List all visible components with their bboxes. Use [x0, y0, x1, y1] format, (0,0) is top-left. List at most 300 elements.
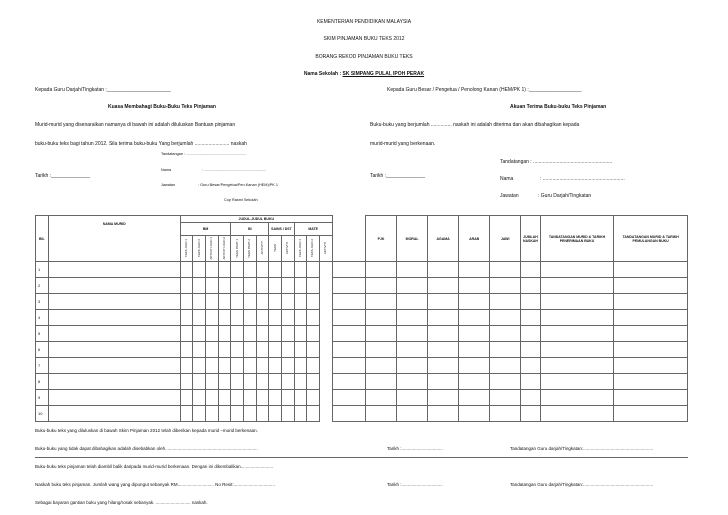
table-cell[interactable] — [244, 390, 257, 406]
table-cell[interactable] — [490, 310, 521, 326]
table-cell[interactable] — [281, 358, 294, 374]
table-cell[interactable] — [256, 326, 269, 342]
table-cell[interactable] — [540, 374, 614, 390]
table-cell[interactable] — [397, 294, 428, 310]
table-cell[interactable] — [397, 278, 428, 294]
table-cell[interactable] — [206, 294, 219, 310]
table-row — [36, 342, 688, 358]
table-cell[interactable] — [244, 358, 257, 374]
table-cell[interactable] — [256, 342, 269, 358]
footer-divider — [35, 457, 688, 458]
table-cell[interactable] — [307, 262, 320, 278]
table-cell[interactable] — [256, 278, 269, 294]
table-cell[interactable] — [459, 358, 490, 374]
form-title: BORANG REKOD PINJAMAN BUKU TEKS — [315, 54, 413, 60]
table-cell[interactable] — [244, 310, 257, 326]
table-cell[interactable] — [428, 326, 459, 342]
table-cell[interactable] — [244, 326, 257, 342]
table-cell[interactable] — [332, 374, 365, 390]
table-cell[interactable] — [366, 278, 397, 294]
table-cell[interactable] — [332, 294, 365, 310]
table-cell[interactable] — [206, 310, 219, 326]
table-cell[interactable] — [428, 278, 459, 294]
table-cell[interactable] — [281, 342, 294, 358]
table-cell[interactable] — [269, 358, 282, 374]
table-cell[interactable] — [459, 310, 490, 326]
table-cell[interactable] — [521, 294, 541, 310]
sub-bm-4: AKTIVITI JILID 2 — [218, 236, 231, 262]
right-tandatangan: Tandatangan : ......................................................... — [500, 159, 613, 165]
table-cell[interactable] — [231, 310, 244, 326]
footer-line4: Naskah buku teks pinjaman. Jumlah wang yang dipungut sebanyak RM............................. No Resit:................................. — [35, 482, 275, 487]
table-cell[interactable] — [180, 374, 193, 390]
table-cell[interactable] — [294, 358, 307, 374]
right-tarikh: Tarikh :______________ — [370, 173, 426, 179]
table-cell[interactable] — [490, 342, 521, 358]
table-cell[interactable] — [332, 342, 365, 358]
table-cell[interactable] — [397, 406, 428, 422]
table-cell[interactable] — [193, 358, 206, 374]
table-cell[interactable] — [521, 278, 541, 294]
table-cell[interactable] — [218, 326, 231, 342]
table-cell[interactable] — [366, 310, 397, 326]
table-cell[interactable] — [256, 310, 269, 326]
table-cell[interactable] — [269, 390, 282, 406]
table-cell[interactable] — [281, 374, 294, 390]
table-cell[interactable] — [521, 374, 541, 390]
loan-record-table — [35, 215, 688, 422]
footer-line4-sign: Tandatangan Guru darjah/Tingkatan:........................................................ — [510, 482, 654, 487]
left-para1: Murid-murid yang disenaraikan namanya di bawah ini adalah diluluskan Bantuan pinjaman — [35, 122, 236, 128]
table-cell[interactable] — [218, 310, 231, 326]
table-cell[interactable] — [521, 326, 541, 342]
table-cell[interactable] — [332, 278, 365, 294]
ministry-title: KEMENTERIAN PENDIDIKAN MALAYSIA — [316, 19, 412, 25]
right-title: Akuan Terima Buku-buku Teks Pinjaman — [510, 104, 607, 110]
table-cell[interactable] — [332, 390, 365, 406]
left-jawatan-label: Jawatan — [161, 183, 176, 187]
left-para2: buku-buku teks bagi tahun 2012. Sila terima buku-buku Yang berjumlah ......................... naskah — [35, 141, 247, 147]
table-cell[interactable] — [614, 278, 688, 294]
table-cell[interactable] — [269, 310, 282, 326]
table-cell[interactable] — [614, 326, 688, 342]
table-cell[interactable] — [206, 374, 219, 390]
table-cell[interactable] — [307, 390, 320, 406]
footer-line2-tarikh: Tarikh :................................. — [387, 446, 443, 451]
left-nama-value: : ........................................................... — [202, 168, 267, 172]
table-cell[interactable] — [180, 358, 193, 374]
table-cell[interactable] — [231, 294, 244, 310]
table-cell[interactable] — [244, 294, 257, 310]
table-cell[interactable] — [48, 294, 180, 310]
row-number: 1 — [36, 262, 49, 278]
table-cell[interactable] — [521, 390, 541, 406]
table-cell[interactable] — [521, 358, 541, 374]
right-nama-label: Nama — [500, 176, 514, 182]
table-cell[interactable] — [231, 342, 244, 358]
table-cell[interactable] — [540, 262, 614, 278]
col-agama: AGAMA — [428, 216, 459, 262]
table-cell[interactable] — [540, 326, 614, 342]
table-cell[interactable] — [307, 342, 320, 358]
blank-cell — [319, 358, 332, 374]
table-cell[interactable] — [614, 374, 688, 390]
table-cell[interactable] — [281, 262, 294, 278]
table-cell[interactable] — [490, 294, 521, 310]
table-cell[interactable] — [269, 278, 282, 294]
table-body — [36, 262, 688, 422]
table-cell[interactable] — [307, 358, 320, 374]
table-cell[interactable] — [614, 390, 688, 406]
table-cell[interactable] — [193, 262, 206, 278]
table-cell[interactable] — [428, 406, 459, 422]
table-cell[interactable] — [332, 358, 365, 374]
right-nama-value: : ........................................................... — [540, 176, 625, 182]
right-to: Kepada Guru Besar / Pengetua / Penolong Kanan (HEM/PK 1) :___________________ — [387, 87, 582, 93]
table-cell[interactable] — [307, 294, 320, 310]
table-cell[interactable] — [307, 326, 320, 342]
table-cell[interactable] — [540, 294, 614, 310]
sub-sains-2: AKTIVITI — [281, 236, 294, 262]
left-nama-label: Nama — [161, 168, 172, 172]
left-jawatan-value: : Guru Besar/Pengetua/Pen.Kanan (HEM)/PK 1 — [198, 183, 278, 187]
table-cell[interactable] — [307, 406, 320, 422]
table-cell[interactable] — [281, 294, 294, 310]
table-cell[interactable] — [256, 406, 269, 422]
table-cell[interactable] — [193, 278, 206, 294]
table-cell[interactable] — [366, 262, 397, 278]
sub-bm-1: TEKS JILID 1 — [180, 236, 193, 262]
table-cell[interactable] — [490, 262, 521, 278]
table-cell[interactable] — [244, 278, 257, 294]
table-cell[interactable] — [521, 342, 541, 358]
table-cell[interactable] — [294, 294, 307, 310]
row-number: 5 — [36, 326, 49, 342]
table-cell[interactable] — [521, 310, 541, 326]
table-cell[interactable] — [193, 406, 206, 422]
table-cell[interactable] — [294, 374, 307, 390]
table-cell[interactable] — [614, 342, 688, 358]
table-cell[interactable] — [540, 278, 614, 294]
table-cell[interactable] — [428, 390, 459, 406]
table-cell[interactable] — [294, 342, 307, 358]
table-cell[interactable] — [48, 406, 180, 422]
table-cell[interactable] — [218, 278, 231, 294]
table-cell[interactable] — [332, 326, 365, 342]
table-cell[interactable] — [206, 358, 219, 374]
table-cell[interactable] — [614, 310, 688, 326]
table-cell[interactable] — [521, 262, 541, 278]
table-cell[interactable] — [244, 406, 257, 422]
table-cell[interactable] — [269, 374, 282, 390]
table-cell[interactable] — [206, 390, 219, 406]
row-number: 3 — [36, 294, 49, 310]
table-cell[interactable] — [231, 278, 244, 294]
table-cell[interactable] — [294, 262, 307, 278]
row-number: 10 — [36, 406, 49, 422]
table-cell[interactable] — [428, 342, 459, 358]
footer-line3: Buku-buku teks pinjaman telah diambil balik daripada murid-murid berkenaan. Dengan ini dikembalikan.......................... — [35, 464, 274, 469]
table-cell[interactable] — [428, 374, 459, 390]
table-cell[interactable] — [269, 294, 282, 310]
sub-bm-2: TEKS JILID 2 — [193, 236, 206, 262]
table-cell[interactable] — [256, 358, 269, 374]
table-cell[interactable] — [281, 310, 294, 326]
table-cell[interactable] — [294, 390, 307, 406]
table-cell[interactable] — [490, 358, 521, 374]
sub-sains-1: TEKS — [269, 236, 282, 262]
table-cell[interactable] — [231, 406, 244, 422]
table-cell[interactable] — [48, 374, 180, 390]
table-cell[interactable] — [180, 390, 193, 406]
col-jumlah: JUMLAH NASKAH — [521, 216, 541, 262]
table-cell[interactable] — [193, 342, 206, 358]
col-moral: MORAL — [397, 216, 428, 262]
table-cell[interactable] — [459, 278, 490, 294]
left-tandatangan: Tandatangan : ......................................................... — [161, 152, 247, 156]
table-cell[interactable] — [397, 358, 428, 374]
table-cell[interactable] — [490, 374, 521, 390]
scheme-title: SKIM PINJAMAN BUKU TEKS 2012 — [323, 36, 405, 42]
table-cell[interactable] — [397, 326, 428, 342]
table-cell[interactable] — [332, 406, 365, 422]
footer-line4-tarikh: Tarikh :................................. — [387, 482, 443, 487]
table-cell[interactable] — [244, 342, 257, 358]
table-cell[interactable] — [218, 358, 231, 374]
table-cell[interactable] — [180, 262, 193, 278]
right-jawatan-value: : Guru Darjah/Tingkatan — [538, 193, 592, 199]
table-cell[interactable] — [231, 326, 244, 342]
table-cell[interactable] — [294, 310, 307, 326]
table-cell[interactable] — [294, 278, 307, 294]
table-cell[interactable] — [397, 310, 428, 326]
footer-line2: Buku-buku yang tidak dapat dibahagikan adalah disebabkan oleh.......................................................................... — [35, 446, 258, 451]
table-row — [36, 326, 688, 342]
table-row — [36, 278, 688, 294]
table-cell[interactable] — [459, 390, 490, 406]
table-cell[interactable] — [521, 406, 541, 422]
table-cell[interactable] — [459, 374, 490, 390]
table-cell[interactable] — [244, 374, 257, 390]
blank-cell — [319, 390, 332, 406]
table-cell[interactable] — [180, 406, 193, 422]
table-cell[interactable] — [269, 406, 282, 422]
table-cell[interactable] — [281, 326, 294, 342]
table-cell[interactable] — [193, 374, 206, 390]
table-cell[interactable] — [307, 310, 320, 326]
table-cell[interactable] — [218, 374, 231, 390]
table-cell[interactable] — [366, 406, 397, 422]
table-cell[interactable] — [366, 326, 397, 342]
school-line — [0, 71, 728, 77]
table-cell[interactable] — [48, 342, 180, 358]
table-cell[interactable] — [428, 294, 459, 310]
table-cell[interactable] — [218, 390, 231, 406]
table-cell[interactable] — [193, 294, 206, 310]
table-cell[interactable] — [206, 262, 219, 278]
table-cell[interactable] — [540, 358, 614, 374]
table-cell[interactable] — [256, 390, 269, 406]
table-cell[interactable] — [366, 294, 397, 310]
left-title: Kuasa Membahagi Buku-Buku Teks Pinjaman — [108, 104, 216, 110]
table-cell[interactable] — [366, 374, 397, 390]
table-row — [36, 358, 688, 374]
table-cell[interactable] — [231, 262, 244, 278]
row-number: 8 — [36, 374, 49, 390]
table-cell[interactable] — [218, 294, 231, 310]
table-cell[interactable] — [269, 326, 282, 342]
table-cell[interactable] — [294, 406, 307, 422]
table-cell[interactable] — [256, 262, 269, 278]
sub-bi-3: ACTIVITY — [256, 236, 269, 262]
table-cell[interactable] — [206, 342, 219, 358]
table-row — [36, 406, 688, 422]
sub-mate-2: TEKS JILID 2 — [307, 236, 320, 262]
table-cell[interactable] — [269, 262, 282, 278]
row-number: 2 — [36, 278, 49, 294]
table-cell[interactable] — [428, 262, 459, 278]
blank-cell — [319, 294, 332, 310]
table-cell[interactable] — [256, 374, 269, 390]
table-cell[interactable] — [614, 294, 688, 310]
table-cell[interactable] — [206, 326, 219, 342]
sub-bm-3: AKTIVITI JILID 1 — [206, 236, 219, 262]
table-cell[interactable] — [206, 406, 219, 422]
table-cell[interactable] — [459, 342, 490, 358]
col-sign-return: TANDATANGAN MURID & TARIKH PEMULANGAN BUKU — [614, 216, 688, 262]
footer-line5: Sebagai bayaran gantian buku yang hilang/rosak sebanyak. ............................ naskah. — [35, 500, 208, 505]
col-sign-receive: TANDATANGAN MURID & TARIKH PENERIMAAN BUKU — [540, 216, 614, 262]
table-row — [36, 294, 688, 310]
table-cell[interactable] — [397, 390, 428, 406]
table-cell[interactable] — [231, 374, 244, 390]
table-cell[interactable] — [281, 278, 294, 294]
table-cell[interactable] — [256, 294, 269, 310]
table-cell[interactable] — [48, 358, 180, 374]
school-name: SK SIMPANG PULAI, IPOH PERAK — [342, 71, 425, 77]
right-para1: Buku-buku yang berjumlah ............... naskah ini adalah diterima dan akan dibahagikan kepada — [370, 122, 580, 128]
table-cell[interactable] — [218, 262, 231, 278]
blank-cell — [319, 406, 332, 422]
table-cell[interactable] — [540, 310, 614, 326]
table-cell[interactable] — [193, 390, 206, 406]
col-judul-header: JUDUL-JUDUL BUKU — [180, 216, 332, 223]
group-sains: SAINS / DST — [269, 223, 294, 236]
table-row — [36, 310, 688, 326]
blank-cell — [319, 374, 332, 390]
col-pjk: PJK — [366, 216, 397, 262]
blank-cell — [319, 310, 332, 326]
table-cell[interactable] — [540, 390, 614, 406]
table-cell[interactable] — [48, 310, 180, 326]
blank-cell — [319, 326, 332, 342]
row-number: 6 — [36, 342, 49, 358]
table-cell[interactable] — [218, 342, 231, 358]
school-label: Nama Sekolah : — [303, 71, 342, 77]
table-cell[interactable] — [490, 326, 521, 342]
table-cell[interactable] — [428, 310, 459, 326]
sub-bi-1: TEKS PART 1 — [231, 236, 244, 262]
row-number: 7 — [36, 358, 49, 374]
table-cell[interactable] — [231, 358, 244, 374]
blank-cell — [319, 278, 332, 294]
table-cell[interactable] — [231, 390, 244, 406]
blank-cell — [319, 342, 332, 358]
table-cell[interactable] — [269, 342, 282, 358]
table-cell[interactable] — [366, 390, 397, 406]
sub-bi-2: TEKS PART 2 — [244, 236, 257, 262]
right-jawatan-label: Jawatan — [500, 193, 519, 199]
col-bil-header: BIL — [36, 216, 49, 262]
table-cell[interactable] — [180, 310, 193, 326]
table-cell[interactable] — [366, 342, 397, 358]
table-cell[interactable] — [206, 278, 219, 294]
group-bi: BI — [231, 223, 269, 236]
table-cell[interactable] — [397, 262, 428, 278]
table-cell[interactable] — [244, 262, 257, 278]
table-cell[interactable] — [180, 294, 193, 310]
table-cell[interactable] — [366, 358, 397, 374]
table-cell[interactable] — [428, 358, 459, 374]
col-nama-header: NAMA MURID — [48, 216, 180, 262]
table-cell[interactable] — [281, 406, 294, 422]
table-cell[interactable] — [540, 342, 614, 358]
table-cell[interactable] — [459, 326, 490, 342]
table-cell[interactable] — [332, 310, 365, 326]
table-cell[interactable] — [614, 262, 688, 278]
table-cell[interactable] — [193, 310, 206, 326]
row-number: 4 — [36, 310, 49, 326]
table-cell[interactable] — [490, 406, 521, 422]
table-cell[interactable] — [397, 374, 428, 390]
table-cell[interactable] — [48, 390, 180, 406]
group-bm: BM — [180, 223, 231, 236]
table-cell[interactable] — [490, 390, 521, 406]
table-cell[interactable] — [307, 278, 320, 294]
table-cell[interactable] — [180, 342, 193, 358]
table-cell[interactable] — [459, 294, 490, 310]
sub-mate-3: AKTIVITI — [319, 236, 332, 262]
table-cell[interactable] — [332, 262, 365, 278]
table-cell[interactable] — [180, 278, 193, 294]
table-cell[interactable] — [180, 326, 193, 342]
table-cell[interactable] — [48, 262, 180, 278]
table-row — [36, 390, 688, 406]
table-cell[interactable] — [540, 406, 614, 422]
table-cell[interactable] — [459, 406, 490, 422]
table-cell[interactable] — [459, 262, 490, 278]
table-row — [36, 374, 688, 390]
blank-col — [332, 216, 365, 262]
table-cell[interactable] — [48, 326, 180, 342]
group-mate: MATE — [294, 223, 332, 236]
table-cell[interactable] — [614, 358, 688, 374]
table-cell[interactable] — [48, 278, 180, 294]
table-cell[interactable] — [397, 342, 428, 358]
table-cell[interactable] — [307, 374, 320, 390]
table-cell[interactable] — [294, 326, 307, 342]
table-cell[interactable] — [218, 406, 231, 422]
table-cell[interactable] — [614, 406, 688, 422]
left-tarikh: Tarikh :______________ — [35, 173, 91, 179]
table-cell[interactable] — [490, 278, 521, 294]
table-cell[interactable] — [193, 326, 206, 342]
sub-mate-1: TEKS JILID 1 — [294, 236, 307, 262]
footer-line1: Buku-buku teks yang diluluskan di bawah Skim Pinjaman 2012 telah diberikan kepada murid –murid berkenaan. — [35, 428, 258, 433]
table-cell[interactable] — [281, 390, 294, 406]
left-cop: Cop Rasmi Sekolah — [224, 198, 258, 202]
col-arab: ARAB — [459, 216, 490, 262]
